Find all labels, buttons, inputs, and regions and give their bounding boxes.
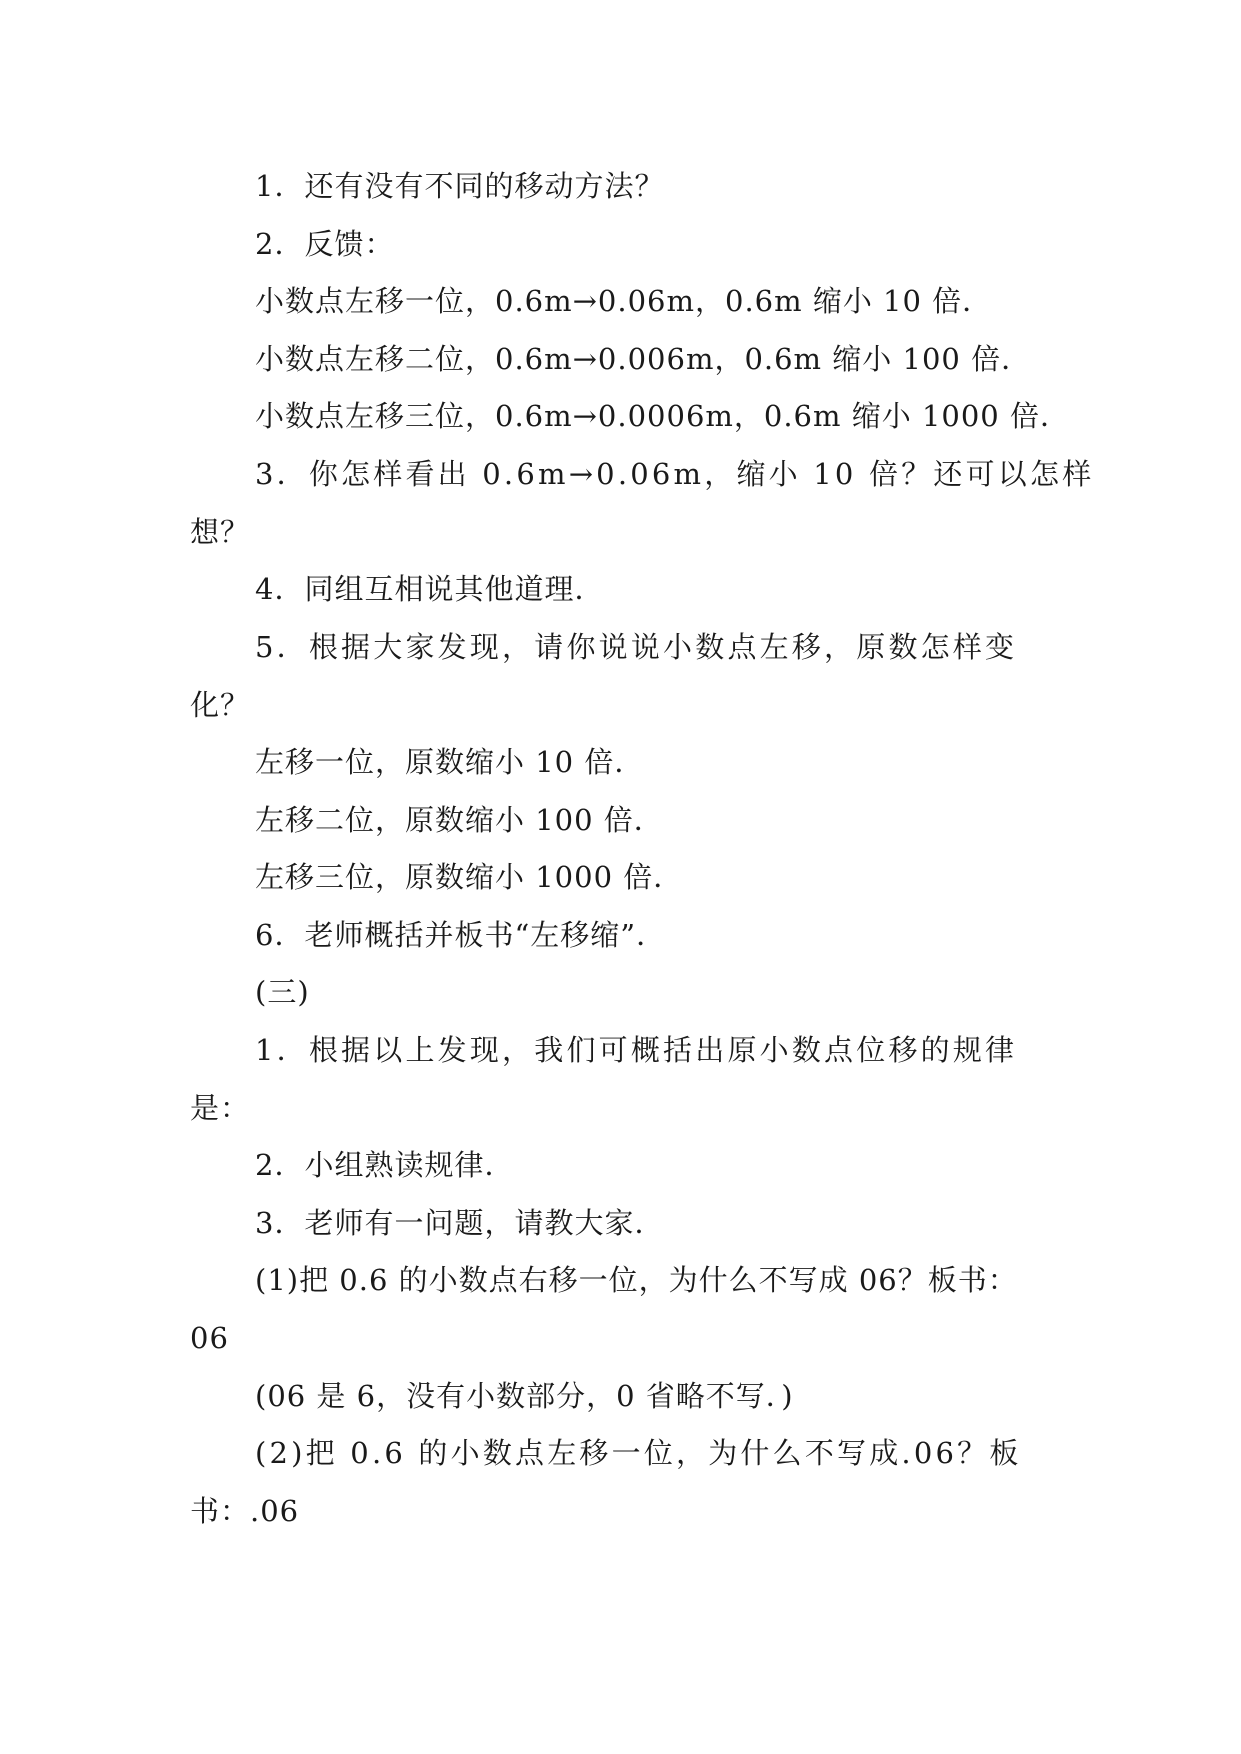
text-line: 小数点左移一位，0.6m→0.06m，0.6m 缩小 10 倍． bbox=[255, 284, 993, 318]
text-line: 06 bbox=[190, 1321, 229, 1355]
text-line: (1)把 0.6 的小数点右移一位，为什么不写成 06？板书： bbox=[255, 1263, 1018, 1297]
text-line: 1．根据以上发现，我们可概括出原小数点位移的规律 bbox=[255, 1033, 1018, 1067]
text-line: 2．小组熟读规律． bbox=[255, 1148, 515, 1182]
text-line: 书：.06 bbox=[190, 1494, 300, 1528]
section-heading: (三) bbox=[255, 975, 310, 1009]
text-line: 左移二位，原数缩小 100 倍． bbox=[255, 803, 664, 837]
text-line: 想？ bbox=[190, 515, 251, 549]
text-line: 6．老师概括并板书“左移缩”． bbox=[255, 918, 667, 952]
text-line: 左移三位，原数缩小 1000 倍． bbox=[255, 860, 684, 894]
text-line: 3．老师有一问题，请教大家． bbox=[255, 1206, 665, 1240]
text-line: 5．根据大家发现，请你说说小数点左移，原数怎样变 bbox=[255, 630, 1018, 664]
text-line: 小数点左移二位，0.6m→0.006m，0.6m 缩小 100 倍． bbox=[255, 342, 1032, 376]
text-line: 4．同组互相说其他道理． bbox=[255, 572, 605, 606]
text-line: 化？ bbox=[190, 688, 251, 722]
text-line: 是： bbox=[190, 1091, 251, 1125]
text-line: 1．还有没有不同的移动方法？ bbox=[255, 169, 665, 203]
text-line: 左移一位，原数缩小 10 倍． bbox=[255, 745, 645, 779]
text-line: (2)把 0.6 的小数点左移一位，为什么不写成.06？板 bbox=[255, 1436, 1022, 1470]
text-line: (06 是 6，没有小数部分，0 省略不写．) bbox=[255, 1379, 794, 1413]
text-line: 2．反馈： bbox=[255, 227, 395, 261]
text-line: 小数点左移三位，0.6m→0.0006m，0.6m 缩小 1000 倍． bbox=[255, 399, 1070, 433]
text-line: 3．你怎样看出 0.6m→0.06m，缩小 10 倍？还可以怎样 bbox=[255, 457, 1095, 491]
